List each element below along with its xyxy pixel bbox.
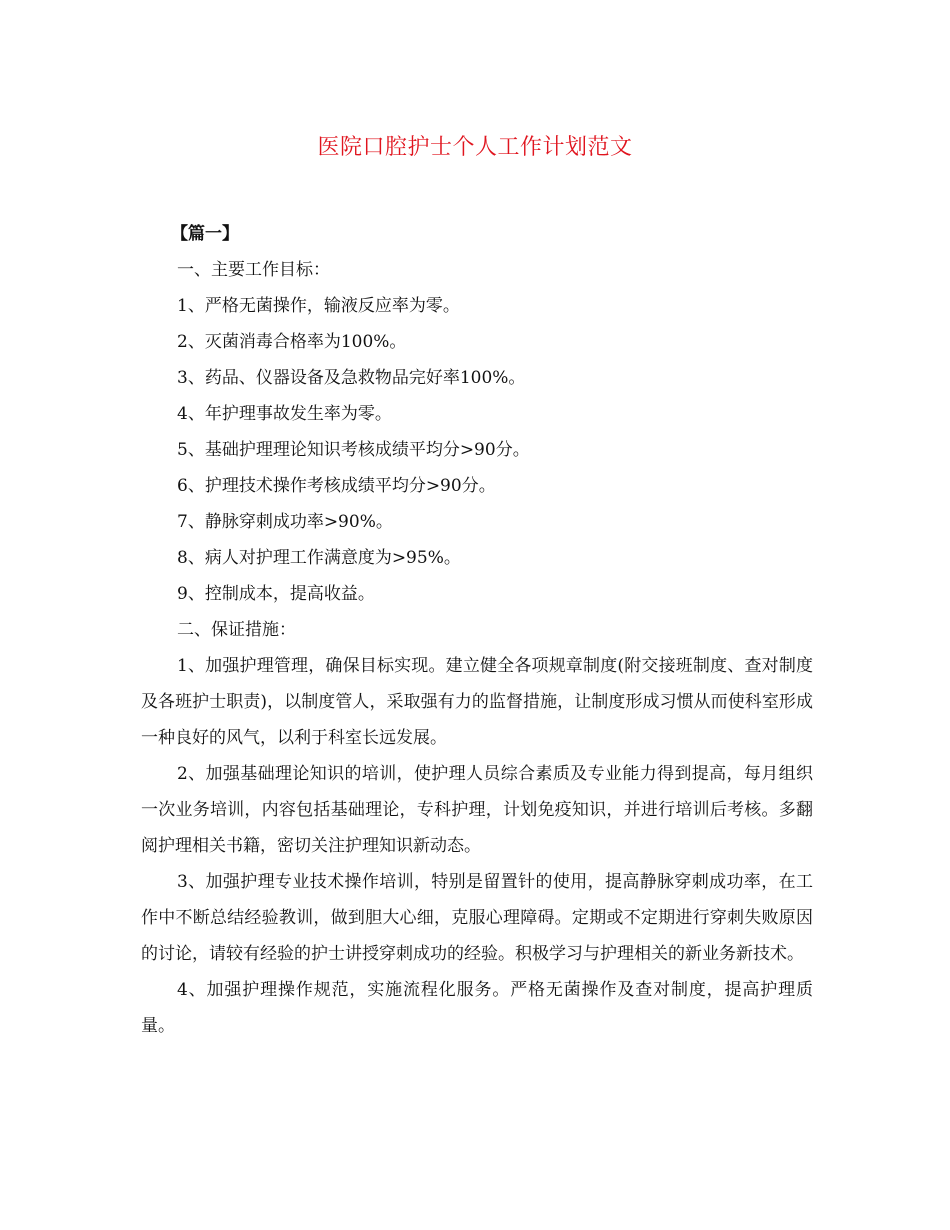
- goal-item: 3、药品、仪器设备及急救物品完好率100%。: [177, 368, 526, 388]
- heading-goals: 一、主要工作目标：: [177, 260, 330, 280]
- goal-item: 9、控制成本，提高收益。: [177, 584, 375, 604]
- document-body: [141, 216, 813, 1044]
- goal-item: 6、护理技术操作考核成绩平均分>90分。: [177, 476, 496, 496]
- goal-item: 4、年护理事故发生率为零。: [177, 404, 392, 424]
- goal-item: 1、严格无菌操作，输液反应率为零。: [177, 296, 460, 316]
- measure-paragraph: 3、加强护理专业技术操作培训，特别是留置针的使用，提高静脉穿刺成功率，在工作中不断总结经验教训，做到胆大心细，克服心理障碍。定期或不定期进行穿刺失败原因的讨论，请较有经验的护士讲授穿刺成功的经验。积极学习与护理相关的新业务新技术。: [141, 872, 813, 964]
- measure-paragraph: 2、加强基础理论知识的培训，使护理人员综合素质及专业能力得到提高，每月组织一次业务培训，内容包括基础理论，专科护理，计划免疫知识，并进行培训后考核。多翻阅护理相关书籍，密切关注护理知识新动态。: [141, 764, 813, 856]
- document-title: 医院口腔护士个人工作计划范文: [317, 135, 633, 160]
- measure-paragraph: 1、加强护理管理，确保目标实现。建立健全各项规章制度(附交接班制度、查对制度及各班护士职责)，以制度管人，采取强有力的监督措施，让制度形成习惯从而使科室形成一种良好的风气，以利于科室长远发展。: [141, 656, 813, 748]
- goal-item: 7、静脉穿刺成功率>90%。: [177, 512, 393, 532]
- heading-measures: 二、保证措施：: [177, 620, 296, 640]
- goal-item: 8、病人对护理工作满意度为>95%。: [177, 548, 461, 568]
- measure-paragraph: 4、加强护理操作规范，实施流程化服务。严格无菌操作及查对制度，提高护理质量。: [141, 980, 813, 1036]
- section-tag: 【篇一】: [171, 224, 239, 244]
- goal-item: 2、灭菌消毒合格率为100%。: [177, 332, 407, 352]
- goal-item: 5、基础护理理论知识考核成绩平均分>90分。: [177, 440, 530, 460]
